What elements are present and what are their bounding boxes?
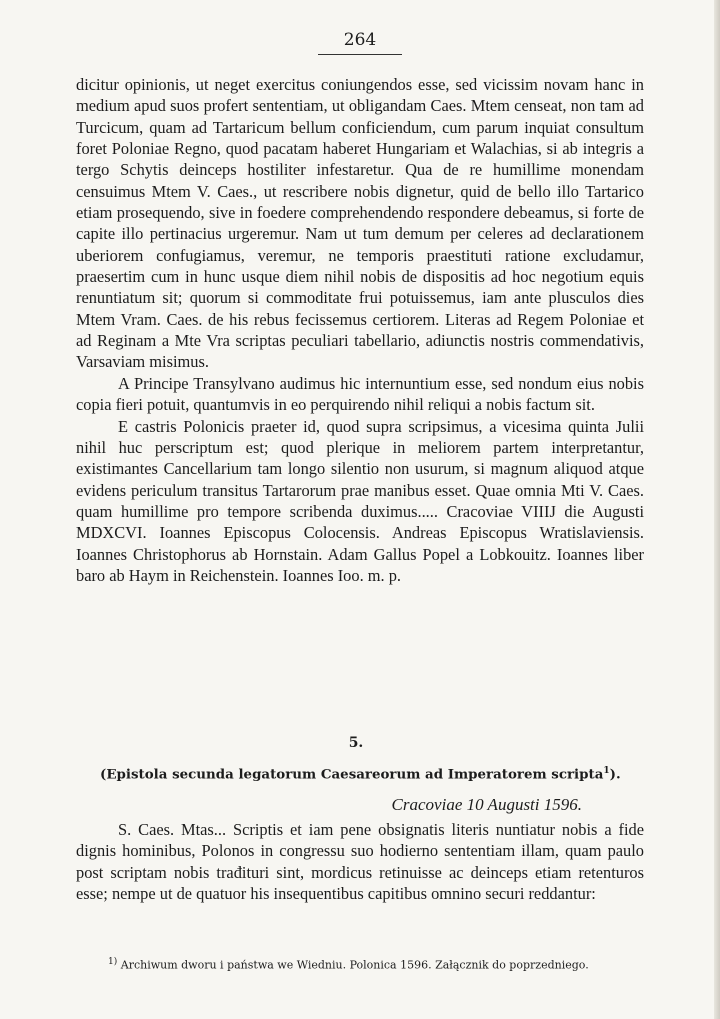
paragraph: E castris Polonicis praeter id, quod supra scripsimus, a vicesima quinta Julii nihil huc perscriptum est; quod plerique in meliorem partem interpretantur, existimantes Cancellarium tam longo silentio non usurum, si magnum aliquod atque evidens periculum transitus Tartarorum prae manibus esset. Quae omnia Mti V. Caes. quam humillime pro tempore scribenda duximus..... Cracoviae VIIIJ die Augusti MDXCVI. Ioannes Episcopus Colocensis. Andreas Episcopus Wratislaviensis. Ioannes Christophorus ab Hornstain. Adam Gallus Popel a Lobkouitz. Ioannes liber baro ab Haym in Reichenstein. Ioannes Ioo. m. p. xyxy=(76,416,644,585)
footnote-mark: 1) xyxy=(108,957,118,967)
page-number: 264 xyxy=(343,30,377,50)
paragraph: A Principe Transylvano audimus hic internuntium esse, sed nondum eius nobis copia fieri potuit, quantumvis in eo perquirendo nihil reliqui a nobis factum sit. xyxy=(76,373,644,415)
letter-text xyxy=(76,819,644,904)
main-text xyxy=(76,74,644,586)
section-number: 5. xyxy=(348,735,364,751)
dateline: Cracoviae 10 Augusti 1596. xyxy=(391,795,582,814)
paragraph: S. Caes. Mtas... Scriptis et iam pene obsignatis literis nuntiatur nobis a fide dignis hominibus, Polonos in congressu suo hodierno sententiam illam, quam paulo post scriptam nobis trađituri sint, mordicus retinuisse ac deinceps etiam retenturos esse; nempe ut de quatuor his insequentibus capitibus omnino securi reddantur: xyxy=(76,820,644,904)
footnote xyxy=(108,957,648,972)
paragraph: dicitur opinionis, ut neget exercitus coniungendos esse, sed vicissim novam hanc in medium apud suos profert sententiam, ut obligandam Caes. Mtem censeat, non tam ad Turcicum, quam ad Tartaricum bellum conficiendum, cum parum inquiat consultum foret Poloniae Regno, quod pacatam haberet Hungariam et Walachias, si ab integris a tergo Schytis deinceps hostiliter infestaretur. Qua de re humillime monendam censuimus Mtem V. Caes., ut rescribere nobis dignetur, quid de bello illo Tartarico etiam prosequendo, sive in foedere comprehendendo respondere debeamus, si forte de capite illo pertinacius urgeremur. Nam ut tum demum per celeres ad declarationem uberiorem confugiamus, veremur, ne temporis praestituti ratione excludamur, praesertim cum in hunc usque diem nihil nobis de dispositis ad hoc negotium equis renuntiatum sit; quorum si commoditate frui potuissemus, iam ante plusculos dies Mtem Vram. Caes. de his rebus fecissemus certiorem. Literas ad Regem Poloniae et ad Reginam a Mte Vra scriptas peculiari tabellario, adiunctis nostris commendativis, Varsaviam misimus. xyxy=(76,75,644,372)
scan-edge xyxy=(714,0,720,1019)
footnote-text: Archiwum dworu i państwa we Wiedniu. Polonica 1596. Załącznik do poprzedniego. xyxy=(120,958,589,972)
section-title xyxy=(100,766,621,782)
footnote-reference: 1 xyxy=(603,766,610,776)
section-title-end: ). xyxy=(609,766,621,783)
header-rule xyxy=(318,54,402,55)
section-title-text: (Epistola secunda legatorum Caesareorum ad Imperatorem scripta xyxy=(100,766,604,783)
